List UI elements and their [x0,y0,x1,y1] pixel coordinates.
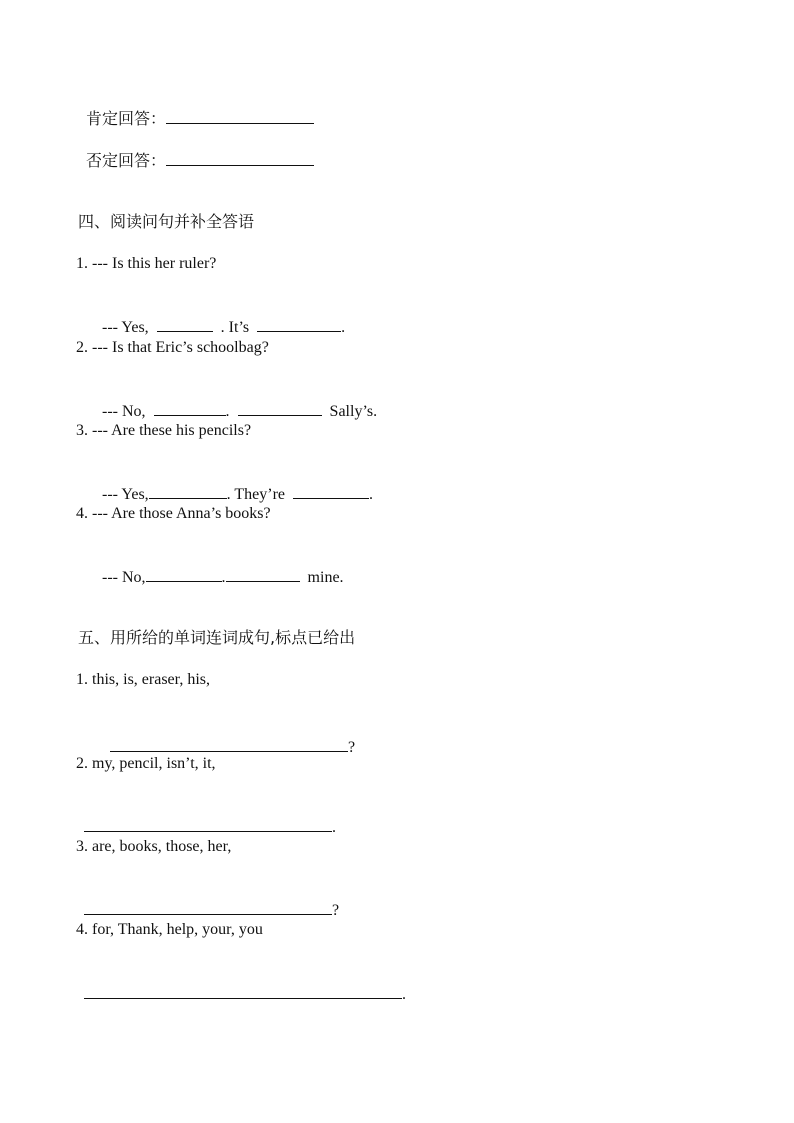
end-punctuation: . [402,986,406,1003]
answer-blank[interactable] [238,400,322,416]
sentence-blank[interactable] [110,736,348,752]
answer-mid: . [221,569,226,586]
answer-blank[interactable] [226,566,300,582]
answer-prefix: --- Yes, [102,319,149,336]
end-punctuation: . [332,819,336,836]
sentence-blank[interactable] [84,816,332,832]
section4-answer-4 [94,546,344,588]
answer-end: Sally’s. [329,403,378,420]
negative-answer-blank[interactable] [166,150,314,166]
answer-blank[interactable] [146,566,222,582]
answer-mid: . [225,403,230,420]
section5-words-2: 2. my, pencil, isn’t, it, [76,755,216,772]
negative-answer-label: 否定回答： [86,151,167,170]
section4-answer-1 [94,296,345,338]
section4-answer-2 [94,380,377,422]
section4-question-2: 2. --- Is that Eric’s schoolbag? [76,339,269,356]
section5-words-3: 3. are, books, those, her, [76,838,232,855]
answer-mid: . It’s [220,319,250,336]
answer-blank[interactable] [149,483,227,499]
sentence-blank[interactable] [84,899,332,915]
section5-words-1: 1. this, is, eraser, his, [76,671,211,688]
answer-blank[interactable] [257,316,341,332]
answer-prefix: --- No, [102,403,146,420]
section5-answer-line-4 [76,963,406,1005]
section4-question-3: 3. --- Are these his pencils? [76,422,252,439]
answer-end: mine. [307,569,344,586]
negative-answer-line [78,130,314,172]
end-punctuation: ? [348,739,356,756]
section4-answer-3 [94,463,373,505]
answer-blank[interactable] [293,483,369,499]
section5-answer-line-1 [102,716,355,758]
answer-end: . [369,486,374,503]
positive-answer-label: 肯定回答： [86,109,167,128]
answer-mid: . They’re [226,486,286,503]
answer-prefix: --- Yes, [102,486,149,503]
section5-heading: 五、用所给的单词连词成句,标点已给出 [78,628,356,647]
section4-question-4: 4. --- Are those Anna’s books? [76,505,271,522]
section5-answer-line-3 [76,879,339,921]
section5-words-4: 4. for, Thank, help, your, you [76,921,263,938]
end-punctuation: ? [332,902,340,919]
answer-end: . [341,319,346,336]
section5-answer-line-2 [76,796,336,838]
positive-answer-blank[interactable] [166,108,314,124]
section4-heading: 四、阅读问句并补全答语 [78,212,255,231]
answer-blank[interactable] [154,400,226,416]
section4-question-1: 1. --- Is this her ruler? [76,255,217,272]
answer-blank[interactable] [157,316,213,332]
positive-answer-line [78,88,314,130]
sentence-blank[interactable] [84,983,402,999]
answer-prefix: --- No, [102,569,146,586]
